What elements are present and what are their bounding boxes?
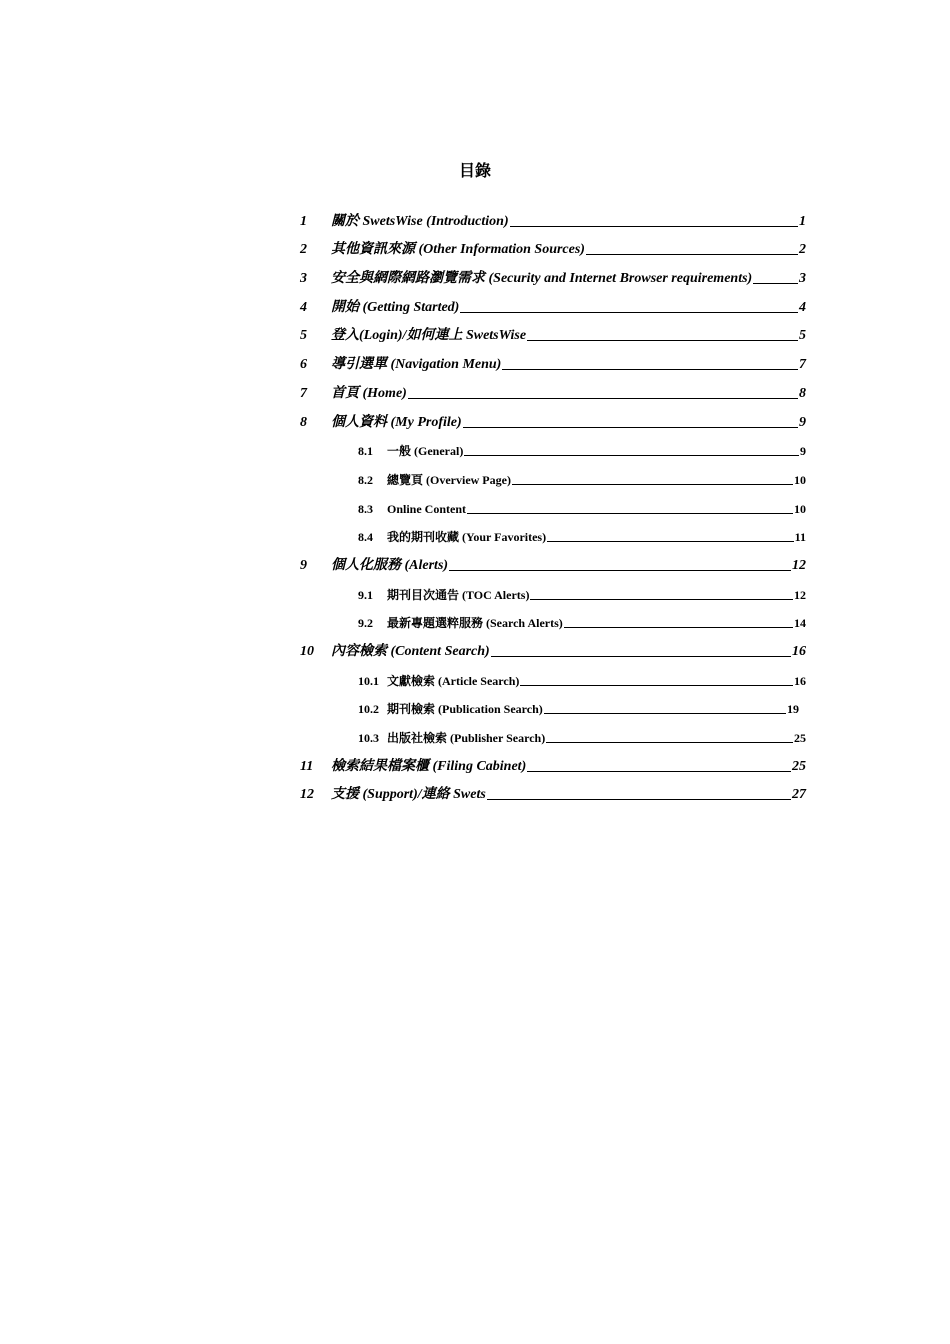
toc-title: 目錄: [458, 161, 491, 180]
toc-entry-page-number: 2: [799, 242, 806, 258]
toc-entry[interactable]: [300, 689, 806, 718]
toc-entry-number: 2: [300, 242, 307, 258]
toc-entry-label: 文獻檢索 (Article Search): [387, 673, 520, 688]
toc-entry-label: 登入(Login)/如何連上 SwetsWise: [331, 328, 527, 344]
toc-entry[interactable]: [300, 775, 806, 804]
toc-entry-number: 11: [300, 758, 314, 774]
toc-entry-page-number: 16: [792, 644, 806, 659]
toc-entry-label: 一般 (General): [387, 444, 464, 459]
toc-leader-line: [530, 599, 793, 600]
toc-entry-page-number: 16: [794, 673, 806, 688]
toc-entry-number: 8: [300, 414, 307, 430]
toc-entry[interactable]: [300, 287, 806, 316]
toc-entry-label: 檢索結果檔案櫃 (Filing Cabinet): [331, 758, 527, 774]
toc-entry-label: 期刊檢索 (Publication Search): [387, 702, 543, 717]
toc-entry-page-number: 9: [799, 414, 806, 430]
toc-leader-line: [544, 713, 786, 714]
toc-entry-page-number: 9: [800, 444, 806, 459]
toc-entry[interactable]: [300, 402, 806, 431]
toc-entry-label: 個人化服務 (Alerts): [331, 557, 449, 573]
toc-entry-number: 10: [300, 644, 314, 659]
toc-leader-line: [564, 627, 793, 628]
toc-entry-label: 導引選單 (Navigation Menu): [331, 357, 502, 373]
toc-entry[interactable]: [300, 258, 806, 287]
toc-leader-line: [510, 226, 798, 227]
toc-entry-label: Online Content: [387, 501, 467, 516]
toc-leader-line: [753, 283, 798, 284]
toc-entry-page-number: 8: [799, 385, 806, 401]
toc-entry-number: 10.1: [358, 673, 379, 688]
toc-entry[interactable]: [300, 201, 806, 230]
toc-entry[interactable]: [300, 316, 806, 345]
toc-entry[interactable]: [300, 517, 806, 546]
toc-entry[interactable]: [300, 717, 806, 746]
toc-entry-number: 9.2: [358, 616, 373, 631]
toc-entry-label: 期刊目次通告 (TOC Alerts): [387, 587, 530, 602]
toc-entry-page-number: 14: [794, 616, 806, 631]
toc-entry-label: 最新專題選粹服務 (Search Alerts): [387, 616, 563, 631]
toc-entry[interactable]: [300, 373, 806, 402]
toc-entry-number: 9.1: [358, 587, 373, 602]
toc-entry[interactable]: [300, 431, 806, 460]
toc-leader-line: [502, 369, 798, 370]
toc-entry-label: 關於 SwetsWise (Introduction): [331, 213, 509, 229]
toc-entry-number: 12: [300, 787, 314, 803]
toc-entry-page-number: 5: [799, 328, 806, 344]
toc-leader-line: [527, 340, 798, 341]
toc-entry-page-number: 12: [794, 587, 806, 602]
toc-entry[interactable]: [300, 631, 806, 660]
toc-entry[interactable]: [300, 603, 806, 632]
toc-entry-label: 首頁 (Home): [331, 385, 407, 401]
toc-entry-number: 6: [300, 357, 307, 373]
toc-leader-line: [467, 513, 793, 514]
toc-entry[interactable]: [300, 574, 806, 603]
toc-entry-label: 開始 (Getting Started): [331, 299, 460, 315]
toc-leader-line: [487, 799, 791, 800]
toc-entry-label: 我的期刊收藏 (Your Favorites): [387, 530, 547, 545]
toc-entry-label: 總覽頁 (Overview Page): [387, 472, 511, 487]
toc-entry-label: 個人資料 (My Profile): [331, 414, 462, 430]
toc-leader-line: [491, 656, 791, 657]
toc-entry-number: 8.3: [358, 501, 373, 516]
toc-entry-page-number: 1: [799, 213, 806, 229]
toc-entry-label: 安全與網際網路瀏覽需求 (Security and Internet Browser requirements): [331, 271, 753, 287]
toc-leader-line: [547, 541, 794, 542]
toc-entry-number: 8.2: [358, 472, 373, 487]
toc-entry-number: 10.3: [358, 731, 379, 746]
toc-entry-page-number: 10: [794, 501, 806, 516]
toc-entry-page-number: 27: [792, 787, 806, 803]
toc-leader-line: [460, 312, 798, 313]
toc-entry[interactable]: [300, 230, 806, 259]
toc-entry-number: 1: [300, 213, 307, 229]
toc-entry-page-number: 12: [792, 557, 806, 573]
toc-entry[interactable]: [300, 660, 806, 689]
toc-entry-page-number: 25: [792, 758, 806, 774]
table-of-contents: [300, 201, 806, 803]
toc-entry[interactable]: [300, 545, 806, 574]
toc-entry-label: 支援 (Support)/連絡 Swets: [331, 787, 486, 803]
toc-leader-line: [449, 570, 791, 571]
toc-entry-number: 3: [300, 271, 307, 287]
toc-entry-label: 出版社檢索 (Publisher Search): [387, 731, 546, 746]
toc-entry-page-number: 10: [794, 472, 806, 487]
toc-leader-line: [527, 771, 791, 772]
toc-entry[interactable]: [300, 746, 806, 775]
toc-entry-page-number: 3: [799, 271, 806, 287]
toc-entry-page-number: 25: [794, 731, 806, 746]
toc-entry-number: 5: [300, 328, 307, 344]
toc-entry-number: 8.4: [358, 530, 373, 545]
toc-entry-page-number: 7: [799, 357, 806, 373]
toc-entry-number: 10.2: [358, 702, 379, 717]
toc-entry[interactable]: [300, 344, 806, 373]
toc-entry-page-number: 19: [787, 702, 799, 717]
toc-entry-label: 內容檢索 (Content Search): [331, 644, 490, 659]
toc-leader-line: [546, 742, 793, 743]
toc-entry-number: 4: [300, 299, 307, 315]
toc-leader-line: [464, 455, 799, 456]
toc-entry-number: 7: [300, 385, 307, 401]
toc-entry[interactable]: [300, 488, 806, 517]
toc-entry-number: 9: [300, 557, 307, 573]
toc-leader-line: [586, 254, 798, 255]
toc-leader-line: [463, 427, 798, 428]
toc-entry-page-number: 11: [794, 530, 806, 545]
toc-entry-number: 8.1: [358, 444, 373, 459]
toc-entry-page-number: 4: [799, 299, 806, 315]
toc-leader-line: [408, 398, 798, 399]
toc-leader-line: [520, 685, 793, 686]
toc-entry[interactable]: [300, 459, 806, 488]
toc-entry-label: 其他資訊來源 (Other Information Sources): [331, 242, 585, 258]
toc-leader-line: [512, 484, 793, 485]
